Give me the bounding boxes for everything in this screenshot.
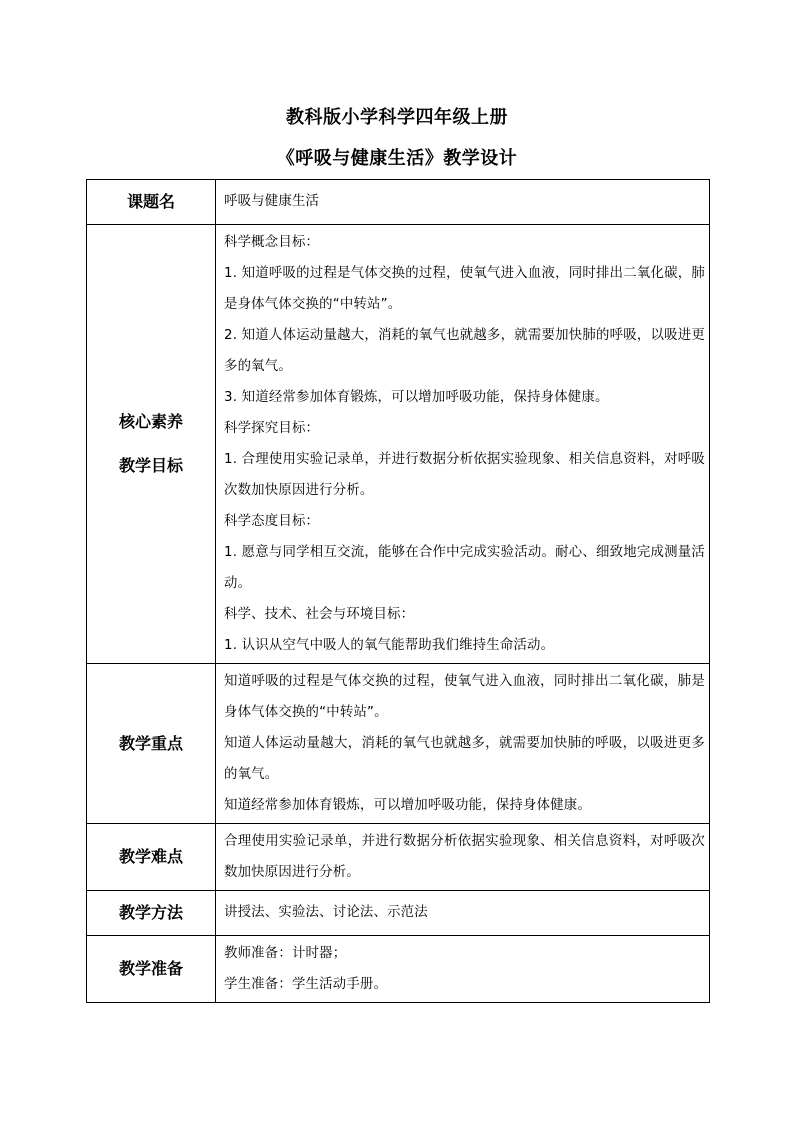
table-row-methods xyxy=(87,891,710,936)
goals-line: 科学概念目标： xyxy=(224,235,320,250)
table-row-topic xyxy=(87,180,710,225)
goals-label-line1: 核心素养 xyxy=(118,412,183,431)
difficulties-line: 合理使用实验记录单，并进行数据分析依据实验现象、相关信息资料，对呼吸次数加快原因进行分析。 xyxy=(224,834,705,880)
goals-line: 科学、技术、社会与环境目标： xyxy=(224,607,415,622)
table-row-difficulties xyxy=(87,824,710,891)
goals-line: 科学探究目标： xyxy=(224,421,320,436)
goals-line: 科学态度目标： xyxy=(224,514,320,529)
goals-label-line2: 教学目标 xyxy=(118,456,183,475)
preparation-line: 教师准备：计时器； xyxy=(224,946,347,961)
goals-line: 1. 合理使用实验记录单，并进行数据分析依据实验现象、相关信息资料，对呼吸次数加快原因进行分析。 xyxy=(224,452,705,498)
preparation-content xyxy=(216,936,710,1003)
goals-line: 1. 愿意与同学相互交流，能够在合作中完成实验活动。耐心、细致地完成测量活动。 xyxy=(224,545,705,591)
goals-line: 3. 知道经常参加体育锻炼，可以增加呼吸功能，保持身体健康。 xyxy=(224,390,609,405)
methods-label: 教学方法 xyxy=(87,891,216,936)
key-points-line: 知道人体运动量越大，消耗的氧气也就越多，就需要加快肺的呼吸，以吸进更多的氧气。 xyxy=(224,736,705,782)
lesson-plan-table xyxy=(86,179,710,1003)
difficulties-content xyxy=(216,824,710,891)
goals-content xyxy=(216,225,710,664)
topic-value: 呼吸与健康生活 xyxy=(216,180,710,225)
document-subtitle: 《呼吸与健康生活》教学设计 xyxy=(276,148,518,169)
key-points-label: 教学重点 xyxy=(87,664,216,824)
document-title: 教科版小学科学四年级上册 xyxy=(286,107,508,128)
key-points-line: 知道呼吸的过程是气体交换的过程，使氧气进入血液，同时排出二氧化碳，肺是身体气体交换的“中转站”。 xyxy=(224,674,705,720)
key-points-line: 知道经常参加体育锻炼，可以增加呼吸功能，保持身体健康。 xyxy=(224,798,591,813)
methods-value: 讲授法、实验法、讨论法、示范法 xyxy=(216,891,710,936)
preparation-line: 学生准备：学生活动手册。 xyxy=(224,977,388,992)
difficulties-label: 教学难点 xyxy=(87,824,216,891)
table-row-preparation xyxy=(87,936,710,1003)
table-row-key-points xyxy=(87,664,710,824)
goals-line: 1. 认识从空气中吸人的氧气能帮助我们维持生命活动。 xyxy=(224,638,555,653)
table-row-goals xyxy=(87,225,710,664)
key-points-content xyxy=(216,664,710,824)
goals-line: 1. 知道呼吸的过程是气体交换的过程，使氧气进入血液，同时排出二氧化碳，肺是身体气体交换的“中转站”。 xyxy=(224,266,705,312)
goals-label xyxy=(87,225,216,664)
topic-label: 课题名 xyxy=(87,180,216,225)
preparation-label: 教学准备 xyxy=(87,936,216,1003)
goals-line: 2. 知道人体运动量越大，消耗的氧气也就越多，就需要加快肺的呼吸，以吸进更多的氧气。 xyxy=(224,328,705,374)
